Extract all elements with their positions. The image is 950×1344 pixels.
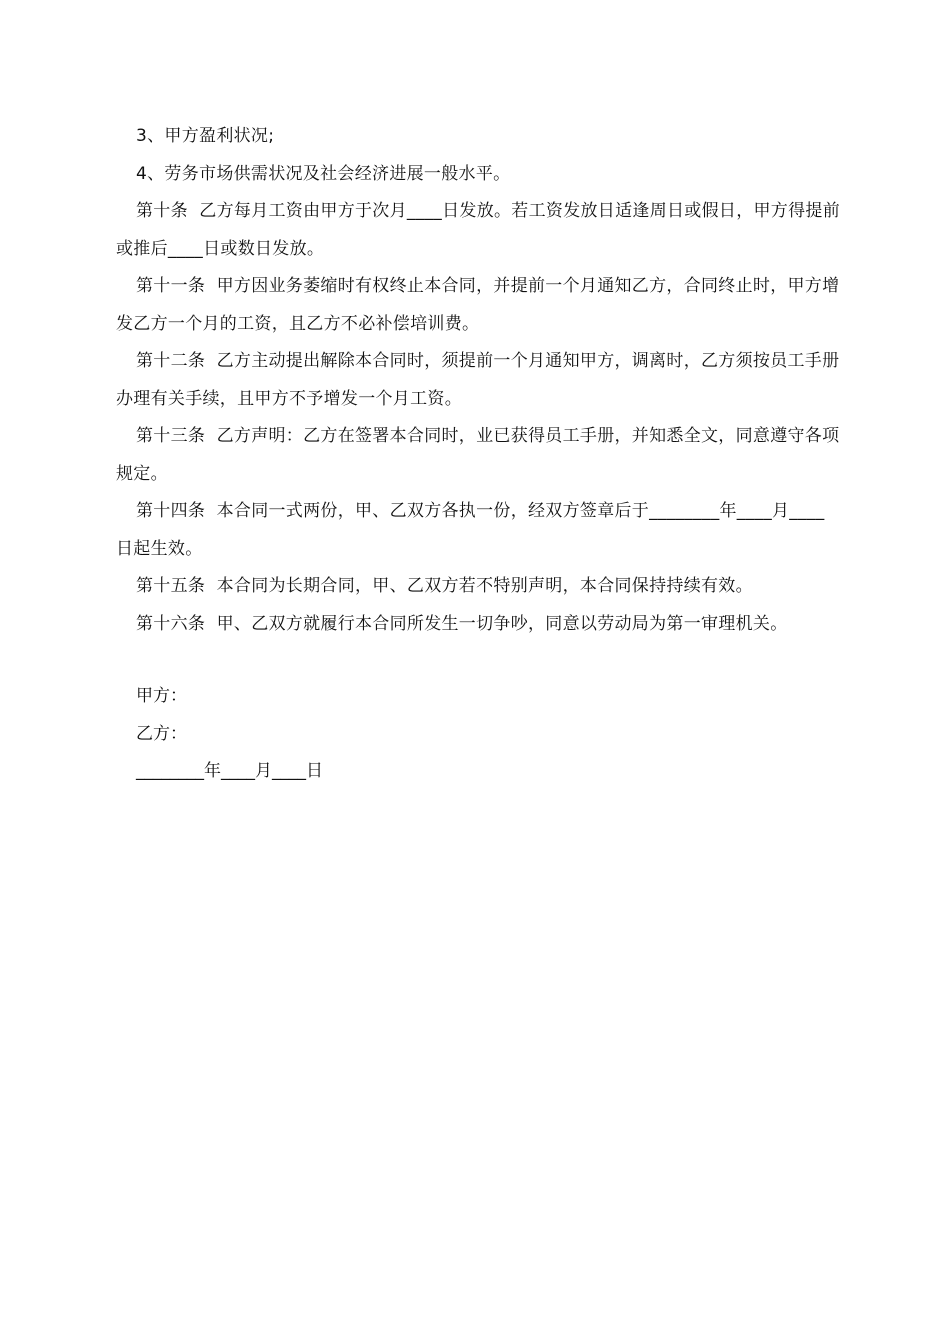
party-a-label: 甲方： xyxy=(136,686,187,706)
signature-block xyxy=(136,678,323,791)
article-12: 第十二条 乙方主动提出解除本合同时，须提前一个月通知甲方，调离时，乙方须按员工手册办理有关手续，且甲方不予增发一个月工资。 xyxy=(116,351,840,409)
article-11: 第十一条 甲方因业务萎缩时有权终止本合同，并提前一个月通知乙方，合同终止时，甲方增发乙方一个月的工资，且乙方不必补偿培训费。 xyxy=(116,276,840,334)
party-b-label: 乙方： xyxy=(136,723,187,744)
article-15: 第十五条 本合同为长期合同，甲、乙双方若不特别声明，本合同保持持续有效。 xyxy=(136,576,753,596)
signature-date-line: ________年____月____日 xyxy=(136,761,323,781)
article-10: 第十条 乙方每月工资由甲方于次月____日发放。若工资发放日适逢周日或假日，甲方得提前或推后____日或数日发放。 xyxy=(116,201,841,259)
article-14: 第十四条 本合同一式两份，甲、乙双方各执一份，经双方签章后于________年____月____日起生效。 xyxy=(116,501,825,559)
article-16: 第十六条 甲、乙双方就履行本合同所发生一切争吵，同意以劳动局为第一审理机关。 xyxy=(136,613,788,634)
article-13: 第十三条 乙方声明：乙方在签署本合同时，业已获得员工手册，并知悉全文，同意遵守各项规定。 xyxy=(116,426,840,484)
clause-item-3: 3、甲方盈利状况; xyxy=(136,126,275,146)
contract-body xyxy=(116,118,840,643)
clause-item-4: 4、劳务市场供需状况及社会经济进展一般水平。 xyxy=(136,163,511,184)
